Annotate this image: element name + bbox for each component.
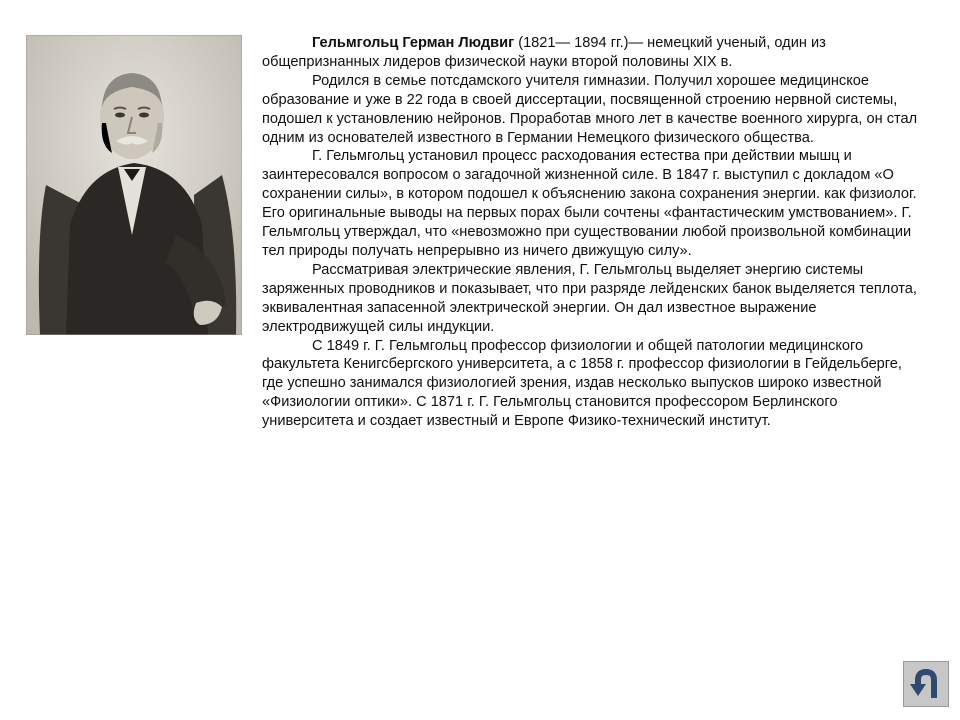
paragraph-career [262, 337, 922, 432]
paragraph-intro [262, 34, 922, 72]
paragraph-early-life [262, 72, 922, 148]
portrait-photo [26, 35, 242, 335]
biography-text [262, 34, 922, 431]
early-life-text: Родился в семье потсдамского учителя гимназии. Получил хорошее медицинское образование и уже в 22 года в своей диссертации, посвященной строению нервной системы, подошел к установлению нейронов. Проработав много лет в качестве военного хирурга, он стал одним из основателей известного в Германии Немецкого физического общества. [262, 72, 918, 146]
paragraph-conservation [262, 147, 922, 260]
person-name: Гельмгольц Герман Людвиг [312, 35, 515, 51]
intro-text: (1821— 1894 гг.)— немецкий ученый, один из общепризнанных лидеров физической науки второй половины XIX в. [262, 35, 826, 70]
portrait-illustration [26, 35, 242, 335]
back-button[interactable] [903, 661, 949, 707]
u-turn-back-icon [904, 662, 948, 706]
electricity-text: Рассматривая электрические явления, Г. Гельмгольц выделяет энергию системы заряженных проводников и показывает, что при разряде лейденских банок выделяется теплота, эквивалентная запасенной электрической энергии. Он дал известное выражение электродвижущей силы индукции. [262, 261, 917, 335]
career-text: С 1849 г. Г. Гельмгольц профессор физиологии и общей патологии медицинского факультета Кенигсбергского университета, а с 1858 г. профессор физиологии в Гейдельберге, где успешно занимался физиологией зрения, издав несколько выпусков широко известной «Физиологии оптики». С 1871 г. Г. Гельмгольц становится профессором Берлинского университета и создает известный и Европе Физико-технический институт. [262, 337, 902, 430]
paragraph-electricity [262, 261, 922, 337]
conservation-text: Г. Гельмгольц установил процесс расходования естества при действии мышц и заинтересовался вопросом о загадочной жизненной силе. В 1847 г. выступил с докладом «О сохранении силы», в котором подошел к объяснению закона сохранения энергии. как физиолог. Его оригинальные выводы на первых порах были сочтены «фантастическим умствованием». Г. Гельмгольц утверждал, что «невозможно при существовании любой произвольной комбинации тел природы получать непрерывно из ничего движущую силу». [262, 148, 917, 259]
